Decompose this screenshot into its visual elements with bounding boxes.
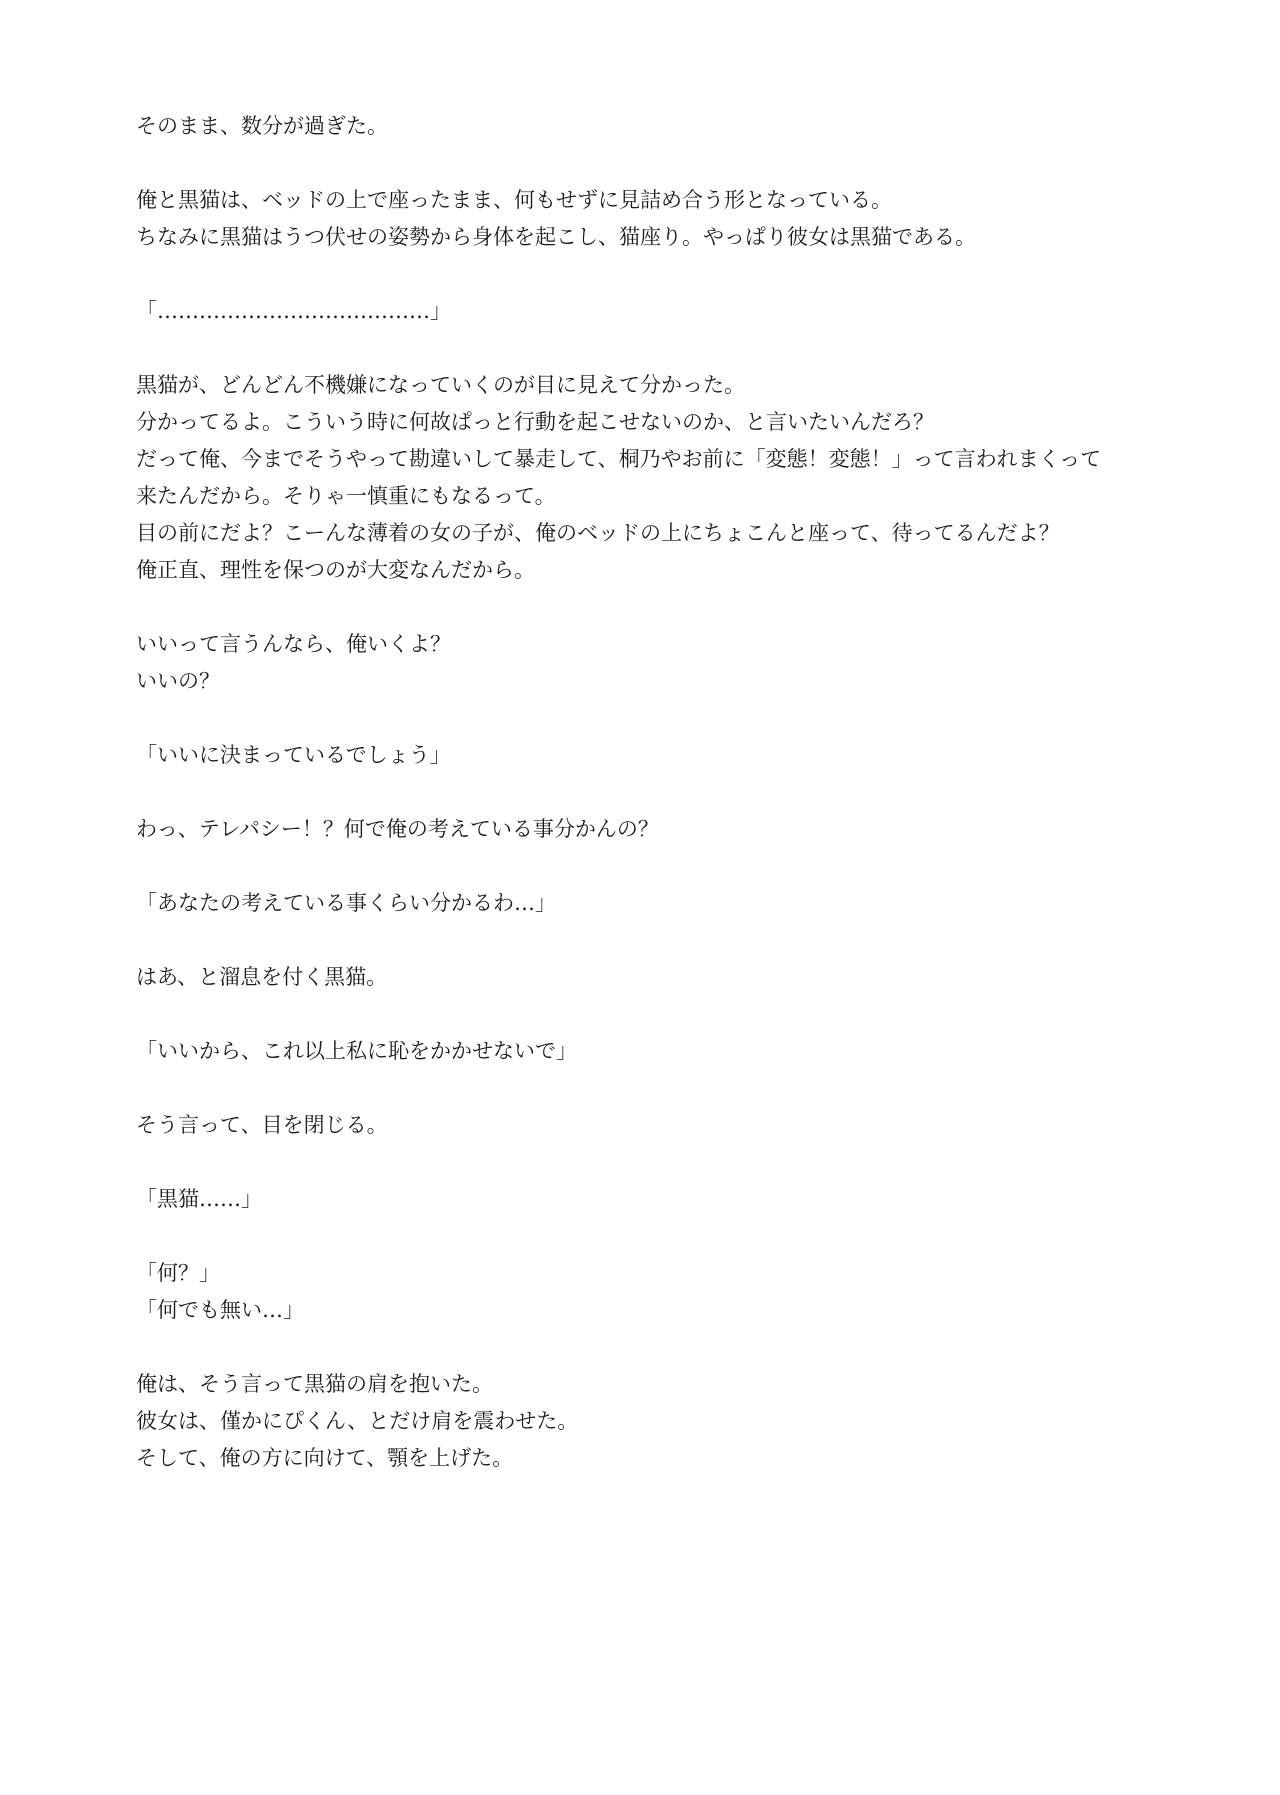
blank-line — [136, 1218, 1176, 1255]
text-line: そして、俺の方に向けて、顎を上げた。 — [136, 1446, 514, 1470]
text-line: ちなみに黒猫はうつ伏せの姿勢から身体を起こし、猫座り。やっぱり彼女は黒猫である。 — [136, 225, 976, 249]
text-line: 「いいに決まっているでしょう」 — [136, 743, 451, 767]
text-line: 「黒猫……」 — [136, 1187, 262, 1211]
blank-line — [136, 922, 1176, 959]
text-line: 「いいから、これ以上私に恥をかかせないで」 — [136, 1039, 577, 1063]
text-line: わっ、テレパシー！？何で俺の考えている事分かんの？ — [136, 817, 659, 841]
text-line: そのまま、数分が過ぎた。 — [136, 114, 388, 138]
text-line: 「何？」 — [136, 1261, 220, 1285]
blank-line — [136, 996, 1176, 1033]
body-text — [136, 108, 1176, 1477]
text-line: いいって言うんなら、俺いくよ？ — [136, 632, 451, 656]
text-line: 俺は、そう言って黒猫の肩を抱いた。 — [136, 1372, 493, 1396]
text-line: はあ、と溜息を付く黒猫。 — [136, 965, 388, 989]
blank-line — [136, 1329, 1176, 1366]
blank-line — [136, 848, 1176, 885]
text-line: 黒猫が、どんどん不機嫌になっていくのが目に見えて分かった。 — [136, 373, 745, 397]
text-line: 彼女は、僅かにぴくん、とだけ肩を震わせた。 — [136, 1409, 579, 1433]
blank-line — [136, 330, 1176, 367]
text-line: いいの？ — [136, 669, 220, 693]
text-line: 俺正直、理性を保つのが大変なんだから。 — [136, 558, 535, 582]
text-line: 「あなたの考えている事くらい分かるわ…」 — [136, 891, 556, 915]
text-line: 分かってるよ。こういう時に何故ぱっと行動を起こせないのか、と言いたいんだろ？ — [136, 410, 934, 434]
blank-line — [136, 700, 1176, 737]
blank-line — [136, 589, 1176, 626]
blank-line — [136, 1070, 1176, 1107]
text-line: 「…………………………………」 — [136, 299, 451, 323]
text-line: 目の前にだよ？こーんな薄着の女の子が、俺のベッドの上にちょこんと座って、待ってるんだよ？ — [136, 521, 1060, 545]
text-line: 「何でも無い…」 — [136, 1298, 304, 1322]
blank-line — [136, 1144, 1176, 1181]
text-line: そう言って、目を閉じる。 — [136, 1113, 388, 1137]
text-line: 俺と黒猫は、ベッドの上で座ったまま、何もせずに見詰め合う形となっている。 — [136, 188, 892, 212]
blank-line — [136, 256, 1176, 293]
text-line: だって俺、今までそうやって勘違いして暴走して、桐乃やお前に「変態！変態！」って言われまくって — [136, 447, 1102, 471]
text-line: 来たんだから。そりゃ一慎重にもなるって。 — [136, 484, 556, 508]
blank-line — [136, 145, 1176, 182]
blank-line — [136, 774, 1176, 811]
